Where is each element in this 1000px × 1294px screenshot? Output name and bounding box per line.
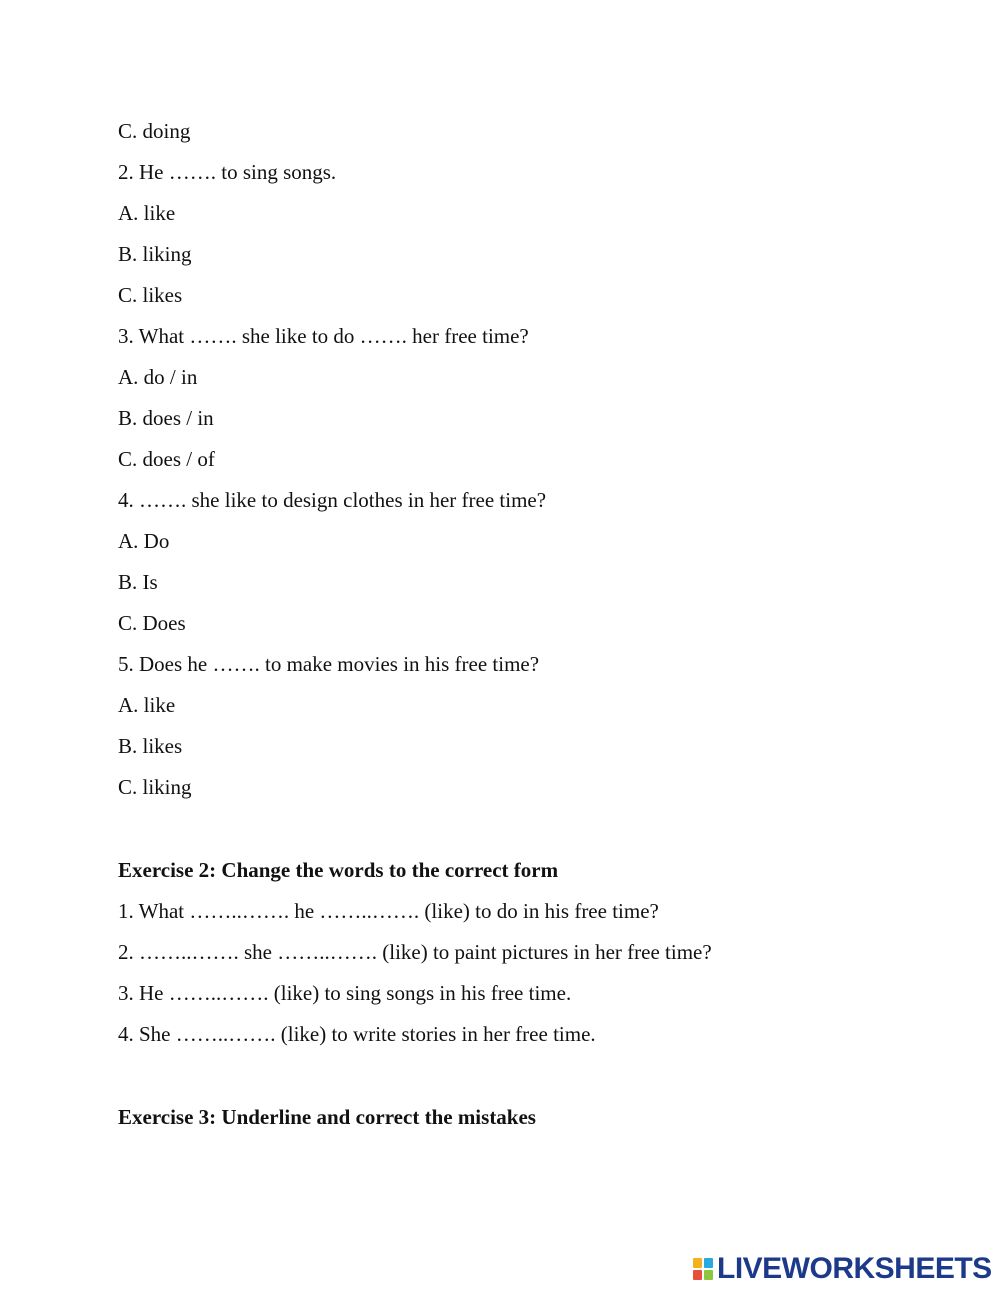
option-3a: A. do / in xyxy=(118,365,198,389)
option-1c: C. doing xyxy=(118,119,191,143)
mark-square-2 xyxy=(704,1258,713,1268)
option-5c: C. liking xyxy=(118,775,192,799)
liveworksheets-mark-icon xyxy=(693,1258,713,1280)
liveworksheets-logo xyxy=(693,1254,992,1284)
exercise-2-item-3: 3. He ……..……. (like) to sing songs in his free time. xyxy=(118,981,572,1005)
mark-square-1 xyxy=(693,1258,702,1268)
exercise-2-item-1: 1. What ……..……. he ……..……. (like) to do in his free time? xyxy=(118,899,659,923)
option-5a: A. like xyxy=(118,693,176,717)
exercise-2-item-2: 2. ……..……. she ……..……. (like) to paint pictures in her free time? xyxy=(118,940,712,964)
option-2b: B. liking xyxy=(118,242,192,266)
logo-text: LIVEWORKSHEETS xyxy=(717,1252,992,1285)
mark-square-4 xyxy=(704,1270,713,1280)
option-3b: B. does / in xyxy=(118,406,214,430)
option-4a: A. Do xyxy=(118,529,170,553)
option-4c: C. Does xyxy=(118,611,186,635)
option-2c: C. likes xyxy=(118,283,183,307)
exercise-2-heading: Exercise 2: Change the words to the correct form xyxy=(118,858,559,882)
mark-square-3 xyxy=(693,1270,702,1280)
option-4b: B. Is xyxy=(118,570,158,594)
exercise-2-item-4: 4. She ……..……. (like) to write stories in her free time. xyxy=(118,1022,596,1046)
question-5: 5. Does he ……. to make movies in his free time? xyxy=(118,652,540,676)
option-2a: A. like xyxy=(118,201,176,225)
option-3c: C. does / of xyxy=(118,447,215,471)
exercise-3-heading: Exercise 3: Underline and correct the mistakes xyxy=(118,1105,536,1129)
question-4: 4. ……. she like to design clothes in her free time? xyxy=(118,488,547,512)
question-2: 2. He ……. to sing songs. xyxy=(118,160,337,184)
option-5b: B. likes xyxy=(118,734,183,758)
question-3: 3. What ……. she like to do ……. her free time? xyxy=(118,324,529,348)
